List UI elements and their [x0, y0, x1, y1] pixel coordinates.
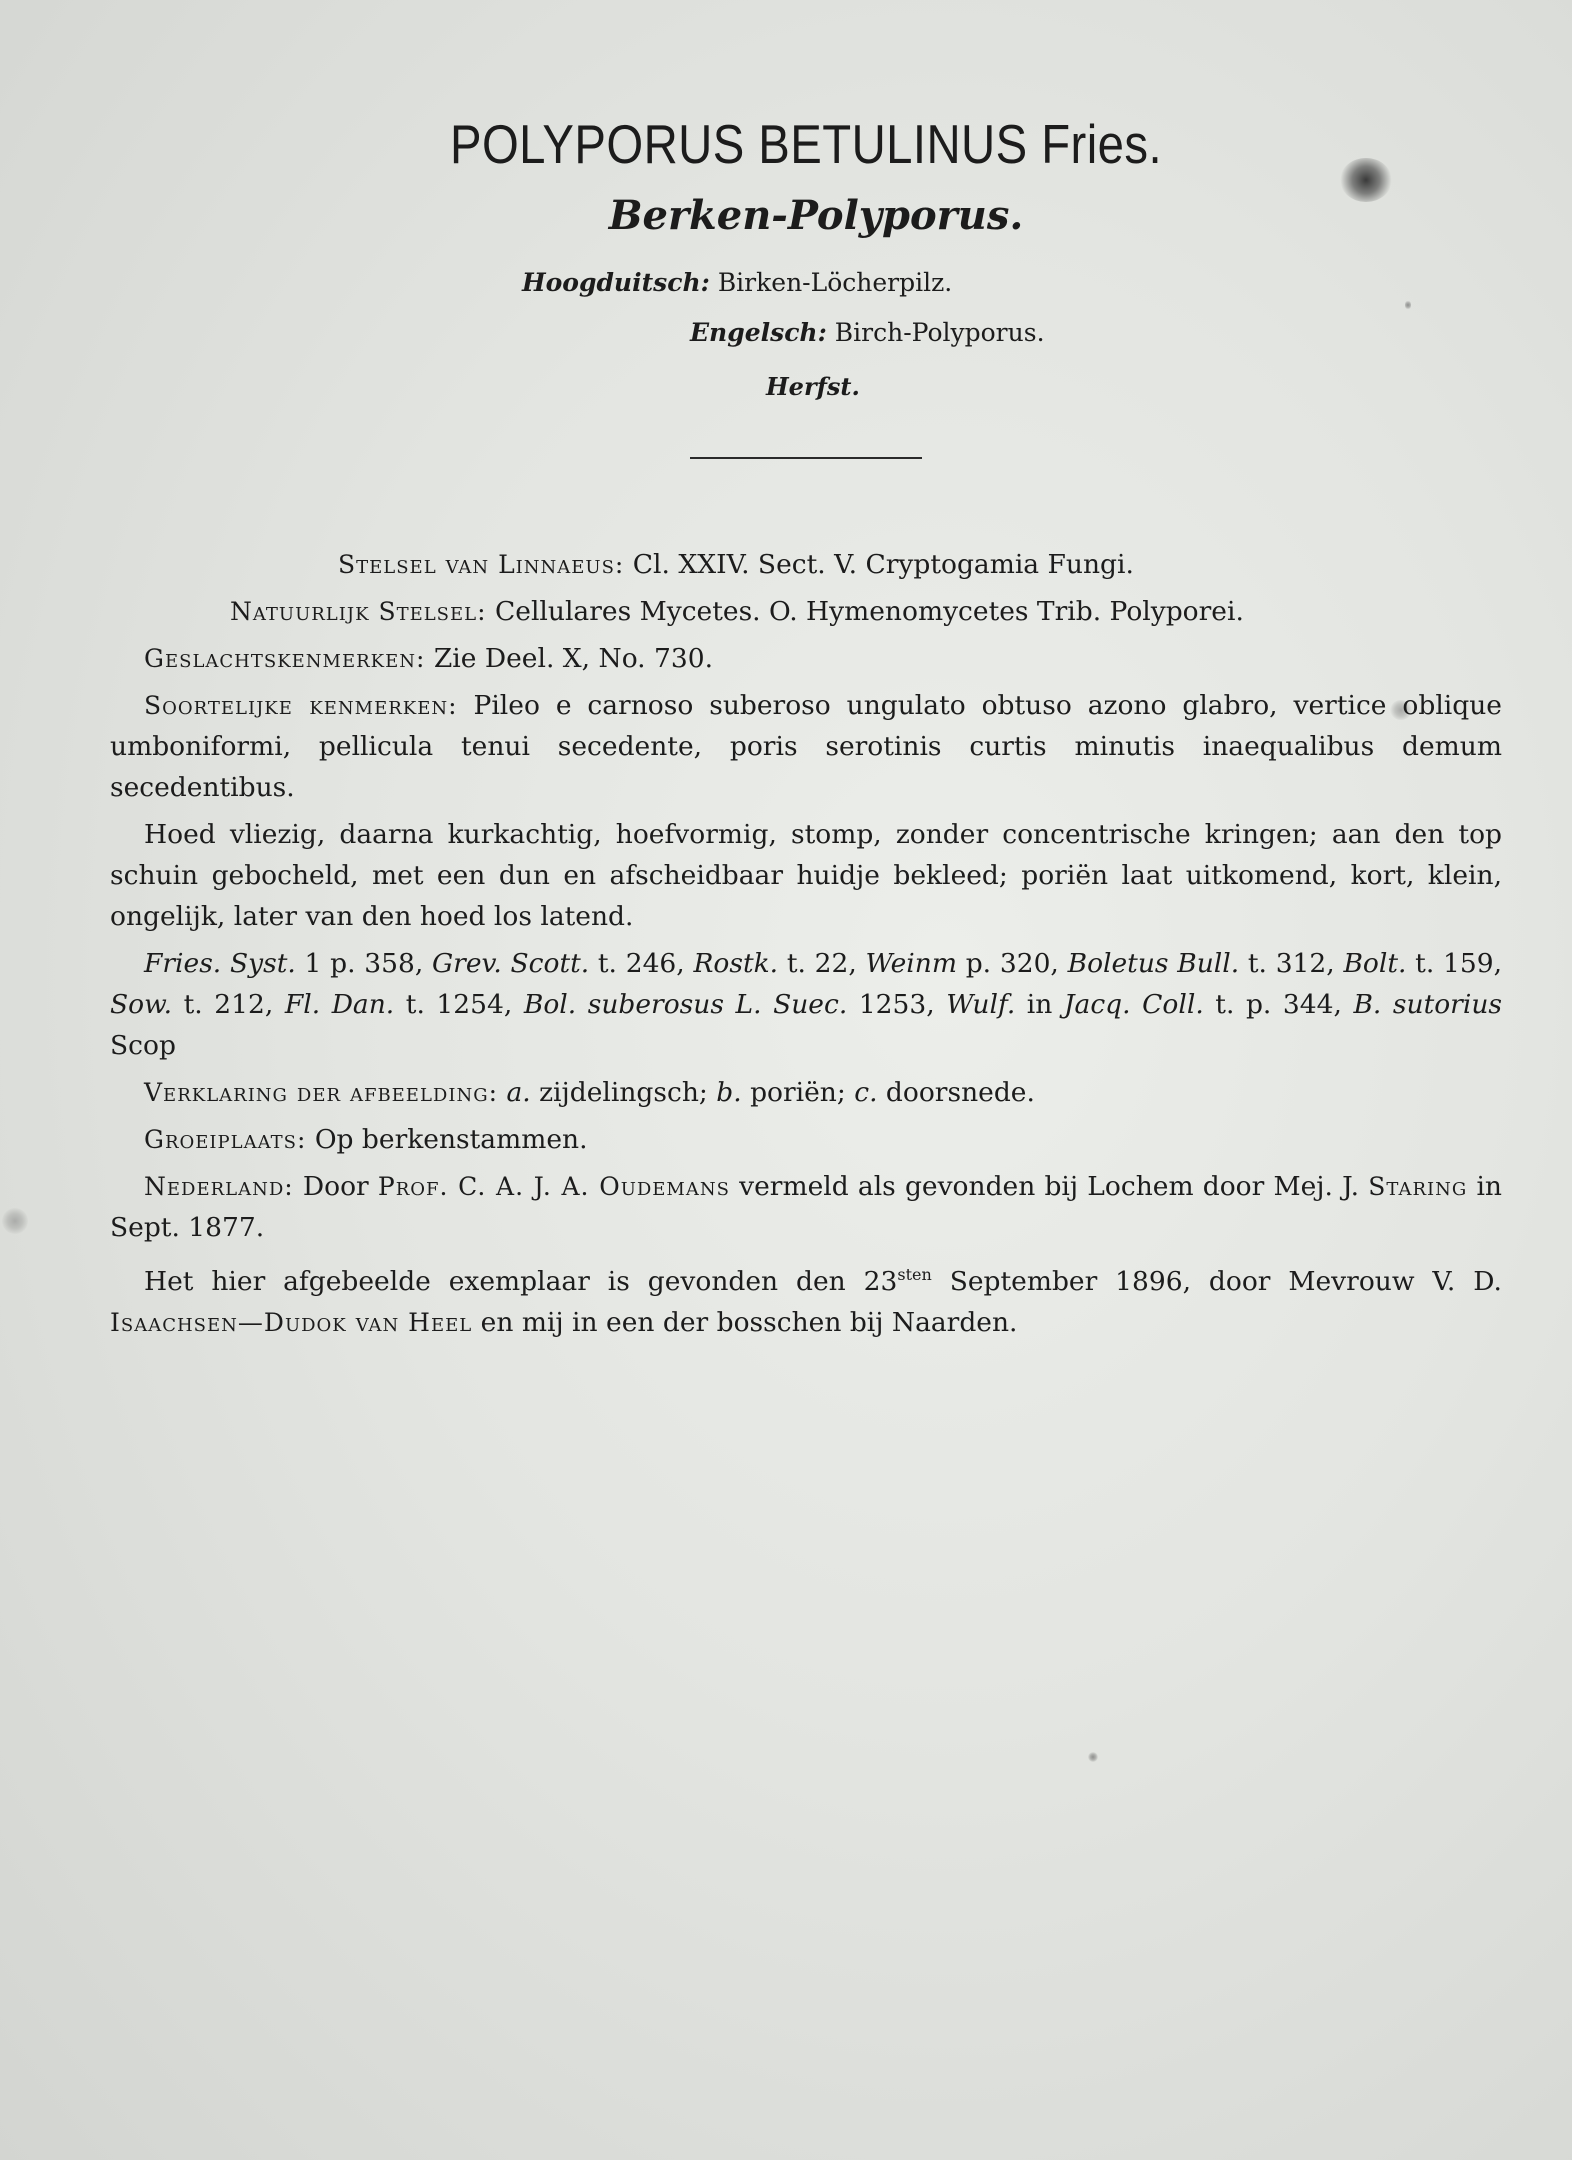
ref-detail: t. p. 344, — [1203, 989, 1354, 1020]
person-name: Prof. C. A. J. A. Oudemans — [377, 1172, 730, 1201]
stain-mark — [1088, 1752, 1098, 1762]
ref-detail: t. 1254, — [394, 989, 524, 1020]
figure-text: doorsnede. — [877, 1077, 1035, 1108]
section-text: Zie Deel. X, No. 730. — [433, 643, 714, 674]
ref-source: Jacq. Coll. — [1063, 989, 1204, 1020]
section-label: Natuurlijk Stelsel: — [230, 597, 487, 626]
stain-mark — [1405, 300, 1411, 310]
page-subtitle: Berken-Polyporus. — [608, 192, 1024, 239]
specimen-paragraph — [110, 1254, 1502, 1343]
natural-system-line — [110, 591, 1502, 632]
ref-source: Grev. Scott. — [431, 948, 590, 979]
page-title: POLYPORUS BETULINUS Fries. — [449, 113, 1163, 175]
ref-source: Bolt. — [1343, 948, 1407, 979]
species-paragraph — [110, 685, 1502, 808]
section-text: en mij in een der bosschen bij Naarden. — [480, 1306, 1018, 1338]
section-text: Cl. XXIV. Sect. V. Cryptogamia Fungi. — [632, 549, 1134, 580]
vernacular-english — [690, 318, 1045, 347]
section-label: Geslachtskenmerken: — [144, 644, 426, 673]
ref-detail: p. 320, — [956, 948, 1068, 979]
ref-source: Wulf. — [946, 989, 1016, 1020]
section-label: Soortelijke kenmerken: — [144, 691, 458, 720]
section-label: Verklaring der afbeelding: — [144, 1078, 498, 1107]
ref-source: Sow. — [110, 989, 173, 1020]
habitat-line — [110, 1119, 1502, 1160]
vernacular-german — [522, 268, 952, 297]
section-label: Stelsel van Linnaeus: — [338, 550, 625, 579]
superscript: sten — [897, 1265, 932, 1284]
season: Herfst. — [766, 372, 860, 401]
ref-detail: t. 159, — [1406, 948, 1502, 979]
ref-source: Rostk. — [693, 948, 779, 979]
genus-line — [110, 638, 1502, 679]
ref-detail: t. 22, — [778, 948, 866, 979]
ref-source: Fl. Dan. — [284, 989, 395, 1020]
ref-detail: 1253, — [847, 989, 947, 1020]
vernacular-lang: Engelsch: — [690, 318, 827, 347]
description-paragraph: Hoed vliezig, daarna kurkachtig, hoefvormig, stomp, zonder concentrische kringen; aan den top schuin gebocheld, met een dun en afscheidbaar huidje bekleed; poriën laat uitkomend, kort, klein, ongelijk, later van den hoed los latend. — [110, 819, 1502, 932]
ref-source: B. sutorius — [1353, 989, 1502, 1020]
ref-source: Boletus Bull. — [1067, 948, 1240, 979]
divider — [690, 457, 922, 459]
ref-detail: Scop — [110, 1030, 176, 1061]
references-paragraph — [110, 943, 1502, 1066]
ref-detail: t. 246, — [589, 948, 694, 979]
section-label: Nederland: — [144, 1172, 294, 1201]
ref-detail: t. 212, — [172, 989, 285, 1020]
vernacular-name: Birken-Löcherpilz. — [717, 268, 953, 297]
section-text: Op berkenstammen. — [314, 1124, 588, 1155]
section-text: Pileo e carnoso suberoso ungulato obtuso azono glabro, vertice oblique umboniformi, pellicula tenui secedente, poris serotinis curtis minutis inaequalibus demum secedentibus. — [110, 690, 1502, 803]
figure-key: b. — [716, 1077, 742, 1108]
section-text: Cellulares Mycetes. O. Hymenomycetes Trib. Polyporei. — [494, 596, 1244, 627]
section-text: Door — [302, 1171, 369, 1202]
ref-source: Weinm — [865, 948, 957, 979]
linnaeus-line — [110, 544, 1502, 585]
figure-text: zijdelingsch; — [530, 1077, 717, 1108]
section-text: September 1896, door Mevrouw V. D. — [949, 1265, 1502, 1297]
vernacular-lang: Hoogduitsch: — [522, 268, 710, 297]
vernacular-name: Birch-Polyporus. — [834, 318, 1045, 347]
figure-key: a. — [506, 1077, 531, 1108]
stain-mark — [2, 1208, 28, 1234]
ref-source: Fries. Syst. — [144, 948, 296, 979]
netherlands-paragraph — [110, 1166, 1502, 1248]
section-text: Het hier afgebeelde exemplaar is gevonden den 23 — [144, 1265, 898, 1297]
ref-detail: t. 312, — [1239, 948, 1344, 979]
person-name: Staring — [1368, 1172, 1468, 1201]
figure-explanation-line — [110, 1072, 1502, 1113]
document-body — [110, 544, 1502, 1349]
ref-detail: 1 p. 358, — [295, 948, 432, 979]
figure-text: poriën; — [741, 1077, 855, 1108]
ref-source: Bol. suberosus L. Suec. — [523, 989, 848, 1020]
section-text: vermeld als gevonden bij Lochem door Mej. J. — [739, 1171, 1360, 1202]
ref-detail: in — [1015, 989, 1064, 1020]
figure-key: c. — [854, 1077, 878, 1108]
section-label: Groeiplaats: — [144, 1125, 307, 1154]
person-name: Isaachsen—Dudok van Heel — [110, 1307, 473, 1337]
section-text: in Sept. 1877. — [110, 1171, 1502, 1243]
